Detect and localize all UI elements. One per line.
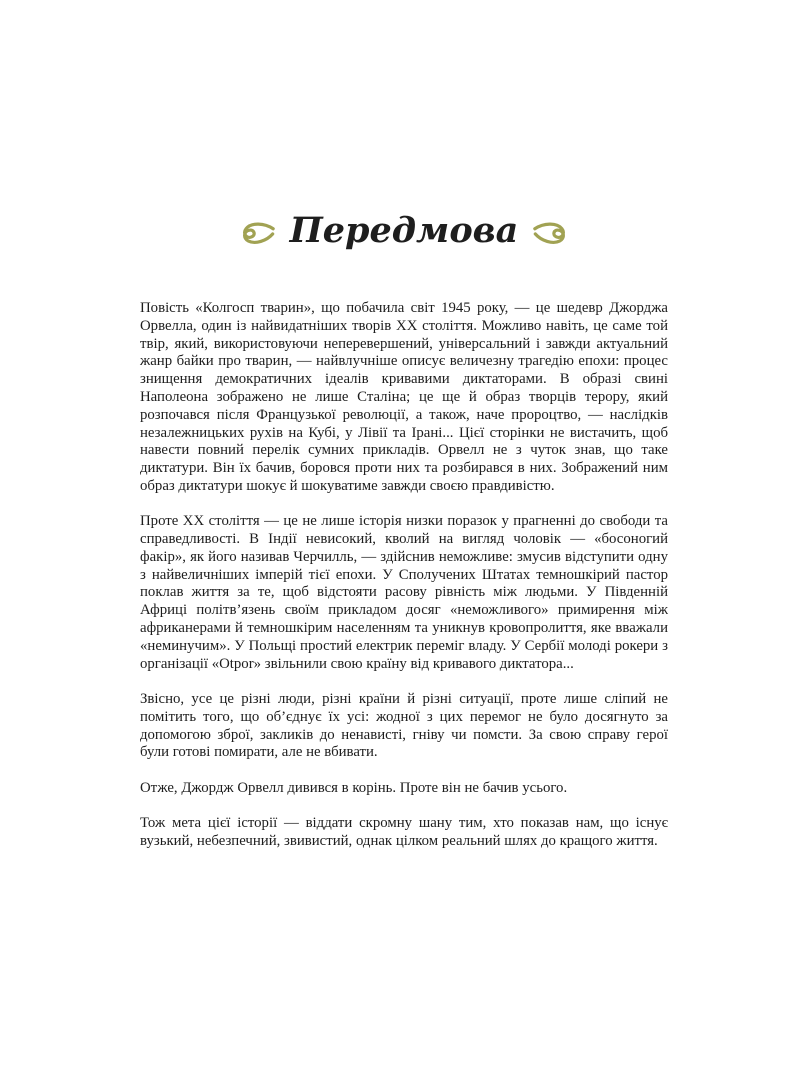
paragraph-1: Повість «Колгосп тварин», що побачила світ 1945 року, — це шедевр Джорджа Орвелла, один із найвидатніших творів ХХ століття. Можливо навіть, це саме той твір, який, використовуючи неперевершений, універсальний і завжди актуальний жанр байки про тварин, — найвлучніше описує величезну трагедію епохи: процес знищення демократичних ідеалів кривавими диктаторами. В образі свині Наполеона зображено не лише Сталіна; це ще й образ творців терору, який розпочався після Французької революції, а також, наче пророцтво, — наслідків незалежницьких рухів на Кубі, у Лівії та Ірані... Цієї сторінки не вистачить, щоб навести повний перелік сумних прикладів. Орвелл не з чуток знав, що таке диктатури. Він їх бачив, боровся проти них та розбирався в них. Зображений ним образ диктатури шокує й шокуватиме завжди своєю правдивістю. — [140, 300, 668, 494]
paragraph-4: Отже, Джордж Орвелл дивився в корінь. Проте він не бачив усього. — [140, 779, 568, 796]
paragraph-3: Звісно, усе це різні люди, різні країни й різні ситуації, проте лише сліпий не помітить того, що об’єднує їх усі: жодної з цих перемог не було досягнуто за допомогою зброї, закликів до ненависті, гніву чи помсти. За свою справу герої були готові помирати, але не вбивати. — [140, 690, 668, 761]
body-text — [140, 300, 668, 851]
flourish-left-path — [244, 224, 273, 242]
page-title: Передмова — [289, 209, 519, 251]
flourish-right-icon — [532, 221, 570, 246]
flourish-right-path — [535, 224, 564, 242]
paragraph-5: Тож мета цієї історії — віддати скромну шану тим, хто показав нам, що існує вузький, небезпечний, звивистий, однак цілком реальний шлях до кращого життя. — [140, 814, 668, 849]
chapter-heading — [0, 204, 808, 262]
paragraph-2: Проте ХХ століття — це не лише історія низки поразок у прагненні до свободи та справедливості. В Індії невисокий, кволий на вигляд чоловік — «босоногий факір», як його називав Черчилль, — здійснив неможливе: змусив відступити одну з найвеличніших імперій тієї епохи. У Сполучених Штатах темношкірий пастор поклав життя за те, щоб відстояти расову рівність між людьми. У Південній Африці політв’язень своїм прикладом досяг «неможливого» примирення між африканерами й темношкірим населенням та уникнув кровопролиття, яке вважали «неминучим». У Польщі простий електрик переміг владу. У Сербії молоді рокери з організації «Otpor» звільнили свою країну від кривавого диктатора... — [140, 513, 668, 672]
flourish-left-icon — [238, 221, 276, 246]
